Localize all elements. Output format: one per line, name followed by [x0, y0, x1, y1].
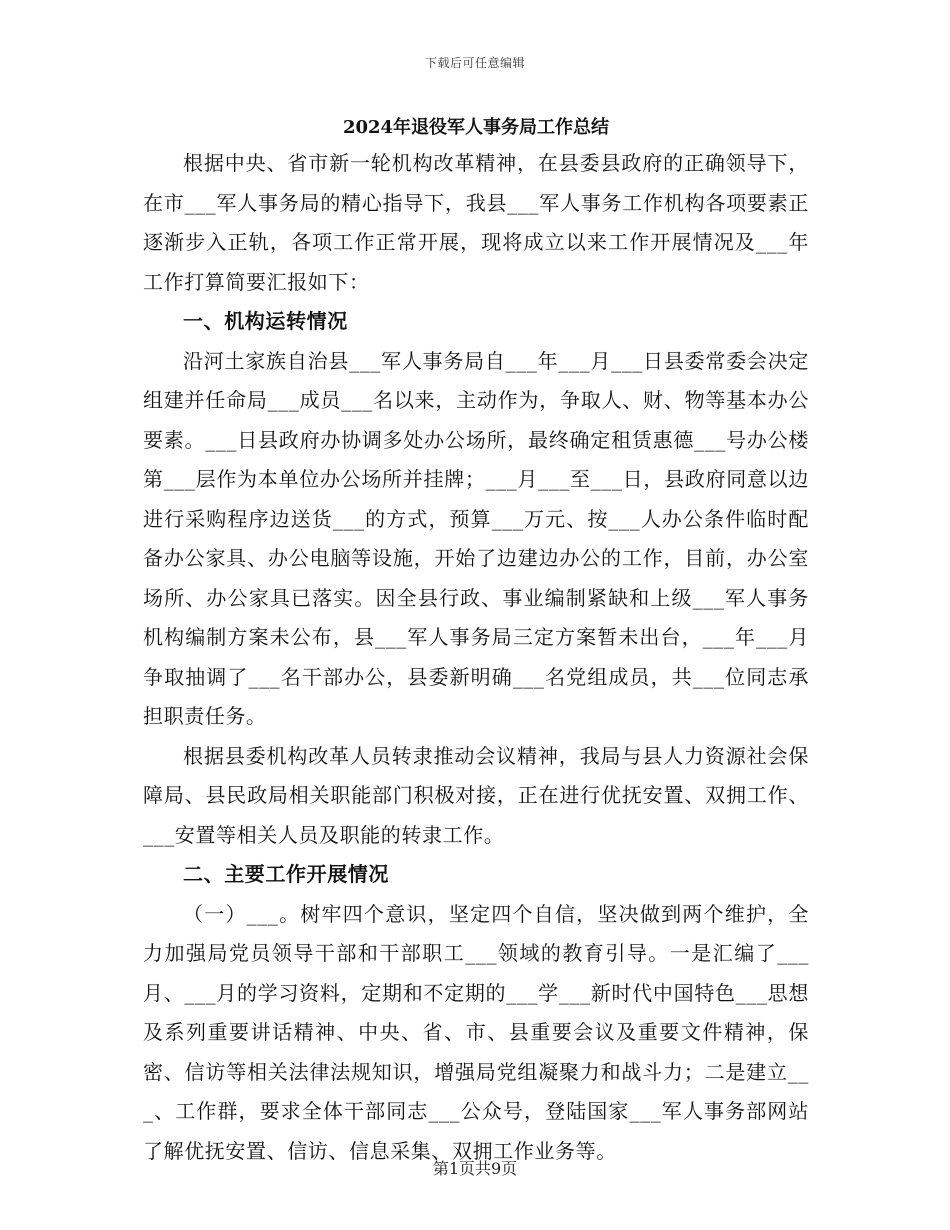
document-body	[143, 112, 809, 1171]
section-heading-2: 二、主要工作开展情况	[183, 862, 389, 886]
paragraph-intro: 根据中央、省市新一轮机构改革精神，在县委县政府的正确领导下，在市___军人事务局的精心指导下，我县___军人事务工作机构各项要素正逐渐步入正轨，各项工作正常开展，现将成立以来工作开展情况及___年工作打算简要汇报如下：	[143, 151, 809, 294]
paragraph-transfer: 根据县委机构改革人员转隶推动会议精神，我局与县人力资源社会保障局、县民政局相关职能部门积极对接，正在进行优抚安置、双拥工作、___安置等相关人员及职能的转隶工作。	[143, 743, 809, 847]
paragraph-work-1: （一）___。树牢四个意识，坚定四个自信，坚决做到两个维护，全力加强局党员领导干部和干部职工___领域的教育引导。一是汇编了___月、___月的学习资料，定期和不定期的___学___新时代中国特色___思想及系列重要讲话精神、中央、省、市、县重要会议及重要文件精神，保密、信访等相关法律法规知识，增强局党组凝聚力和战斗力；二是建立___、工作群，要求全体干部同志___公众号，登陆国家___军人事务部网站了解优抚安置、信访、信息采集、双拥工作业务等。	[143, 901, 809, 1163]
section-heading-1: 一、机构运转情况	[183, 309, 348, 333]
page-footer: 第1页共9页	[432, 1159, 518, 1178]
paragraph-operation: 沿河土家族自治县___军人事务局自___年___月___日县委常委会决定组建并任命局___成员___名以来，主动作为，争取人、财、物等基本办公要素。___日县政府办协调多处办公场所，最终确定租赁惠德___号办公楼第___层作为本单位办公场所并挂牌；___月___至___日，县政府同意以边进行采购程序边送货___的方式，预算___万元、按___人办公条件临时配备办公家具、办公电脑等设施，开始了边建边办公的工作，目前，办公室场所、办公家具已落实。因全县行政、事业编制紧缺和上级___军人事务机构编制方案未公布，县___军人事务局三定方案暂未出台，___年___月争取抽调了___名干部办公，县委新明确___名党组成员，共___位同志承担职责任务。	[143, 348, 809, 728]
header-note: 下载后可任意编辑	[424, 56, 525, 70]
document-title: 2024年退役军人事务局工作总结	[342, 117, 610, 138]
